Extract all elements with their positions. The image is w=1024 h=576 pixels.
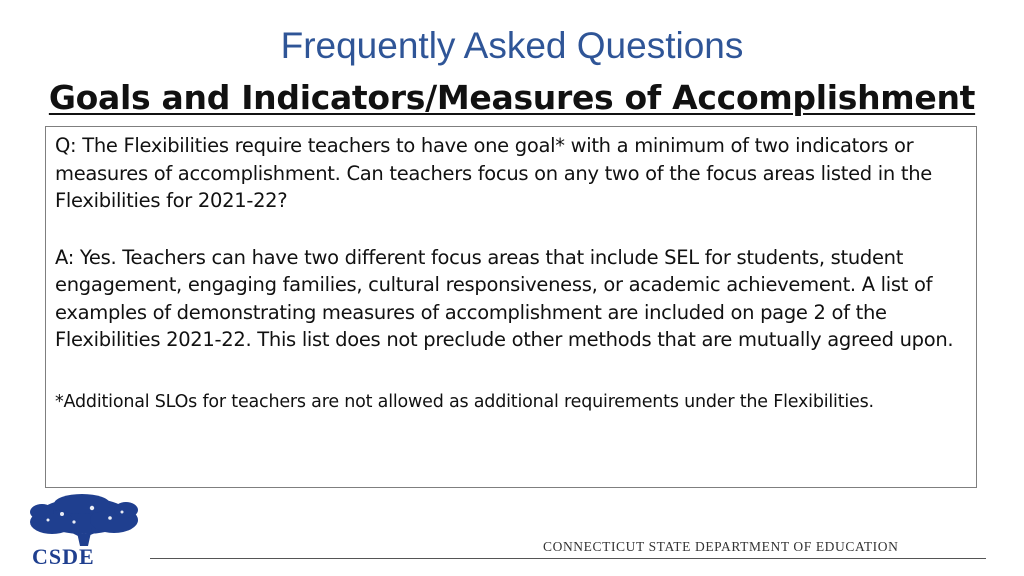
faq-answer: A: Yes. Teachers can have two different focus areas that include SEL for students, student engagement, engaging families, cultural responsiveness, or academic achievement. A list of examples of demonstrating measures of accomplishment are included on page 2 of the Flexibilities 2021-22. This list does not preclude other methods that are mutually agreed upon.	[55, 245, 954, 351]
footer-divider	[150, 558, 986, 559]
csde-logo	[22, 494, 148, 566]
department-name: CONNECTICUT STATE DEPARTMENT OF EDUCATION	[543, 539, 899, 554]
faq-content-box	[45, 126, 977, 488]
page-subtitle: Goals and Indicators/Measures of Accomplishment	[48, 78, 976, 117]
csde-tree-logo-icon	[22, 494, 148, 566]
faq-footnote: *Additional SLOs for teachers are not allowed as additional requirements under the Flexibilities.	[55, 391, 874, 412]
faq-question: Q: The Flexibilities require teachers to have one goal* with a minimum of two indicators or measures of accomplishment. Can teachers focus on any two of the focus areas listed in the Flexibilities for 2021-22?	[55, 134, 932, 212]
page-title: Frequently Asked Questions	[280, 25, 744, 66]
csde-logo-text: CSDE	[32, 544, 95, 566]
